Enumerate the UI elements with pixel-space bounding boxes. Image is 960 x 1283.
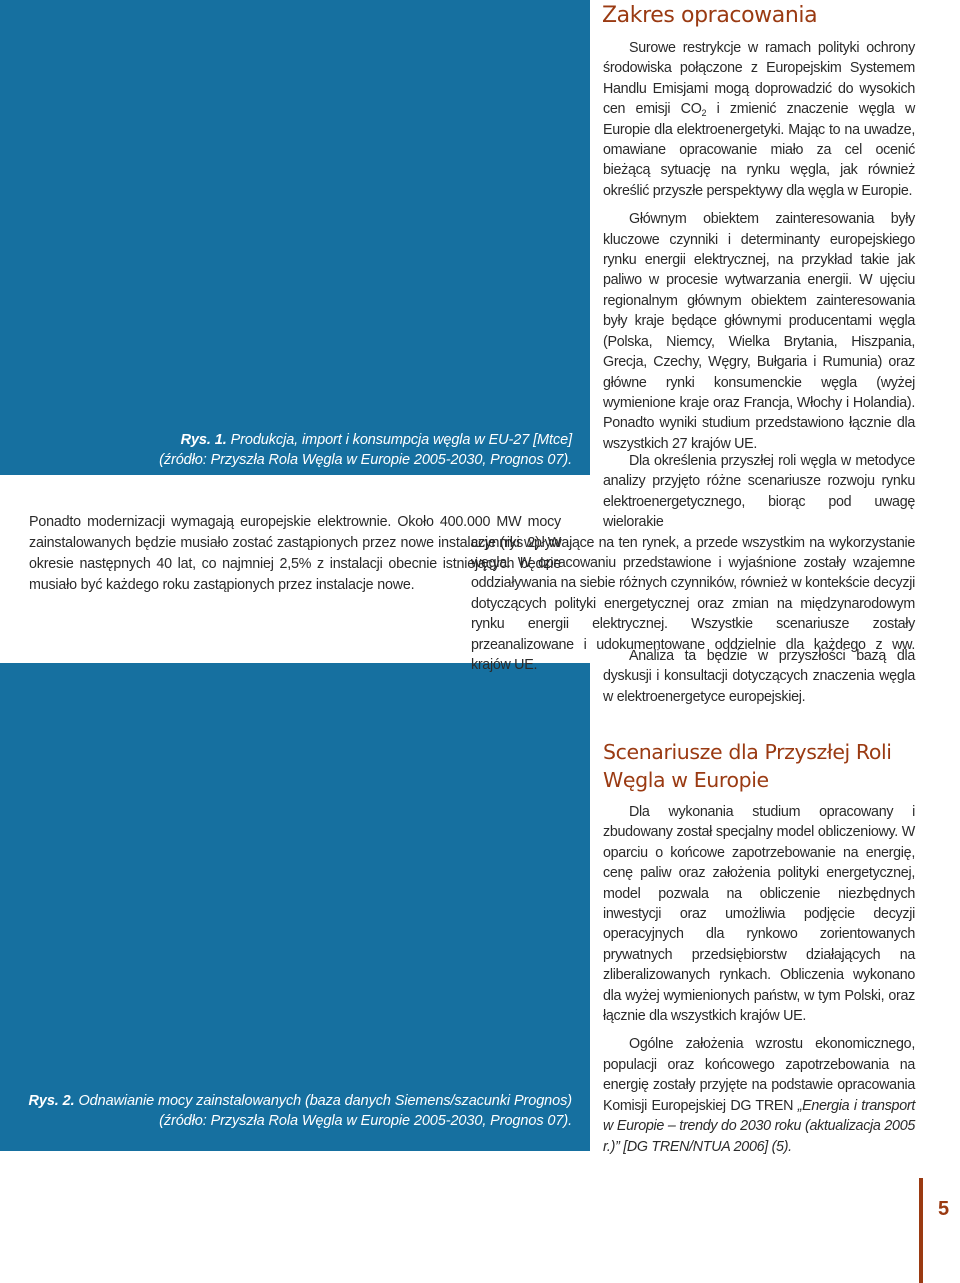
page-number-rule: [919, 1178, 923, 1283]
figure-1-panel: [0, 0, 590, 475]
scope-column: [603, 38, 915, 454]
figure-2-caption-line1: Odnawianie mocy zainstalowanych (baza danych Siemens/szacunki Prognos): [78, 1093, 572, 1109]
figure-2-panel: [0, 663, 590, 1151]
figure-1-caption-line2: (źródło: Przyszła Rola Węgla w Europie 2005-2030, Prognos 07).: [159, 452, 572, 468]
left-paragraph: Ponadto modernizacji wymagają europejskie elektrownie. Około 400.000 MW mocy zainstalowanych będzie musiało zostać zastąpionych przez nowe instalacje (rys 2). W okresie następnych 40 lat, co najmniej 2,5% z instalacji obecnie istniejących będzie musiało być każdego roku zastąpionych przez instalacje nowe.: [29, 514, 561, 593]
page-number: 5: [938, 1198, 950, 1220]
scope-paragraph-1: [603, 38, 915, 201]
scope-p1-text-cont: i zmienić znaczenie węgla w Europie dla elektroenergetyki. Mając to na uwadze, omawiane opracowanie miało za cel ocenić bieżącą sytuację na rynku węgla, jak również określić przyszłe perspektywy dla węgla w Europie.: [603, 101, 915, 199]
section-heading-scope: Zakres opracowania: [602, 3, 818, 28]
section-heading-scenarios: Scenariusze dla Przyszłej Roli Węgla w Europie: [603, 740, 892, 792]
scenarios-column: [603, 802, 915, 1157]
figure-2-number: Rys. 2.: [28, 1093, 75, 1109]
figure-1-caption-line1: Produkcja, import i konsumpcja węgla w EU-27 [Mtce]: [230, 432, 572, 448]
figure-2-caption: [28, 1091, 572, 1131]
figure-1-number: Rys. 1.: [180, 432, 227, 448]
scope-paragraph-3: [471, 451, 915, 675]
scenarios-p2-text: Ogólne założenia wzrostu ekonomicznego, populacji oraz końcowego zapotrzebowania na energię zostały przyjęte na podstawie opracowania Komisji Europejskiej DG TREN: [603, 1036, 915, 1114]
scope-paragraph-4: Analiza ta będzie w przyszłości bazą dla dyskusji i konsultacji dotyczących znaczenia węgla w elektroenergetyce europejskiej.: [603, 648, 915, 705]
co2-subscript: 2: [701, 108, 707, 119]
scope-p3-rest: czynniki wpływające na ten rynek, a przede wszystkim na wykorzystanie węgla. W opracowaniu przedstawione i wyjaśnione zostały wzajemne oddziaływania na siebie różnych czynników, również w kontekście decyzji dotyczących polityki energetycznej oraz zmian na międzynarodowym rynku energii elektrycznej. Wszystkie scenariusze zostały przeanalizowane i udokumentowane oddzielnie dla każdego z ww. krajów UE.: [471, 534, 915, 674]
scope-p3-lead: Dla określenia przyszłej roli węgla w metodyce analizy przyjęto różne scenariusze rozwoju rynku elektroenergetycznego, biorąc pod uwagę wielorakie: [603, 453, 915, 531]
scope-paragraph-2: Głównym obiektem zainteresowania były kluczowe czynniki i determinanty europejskiego rynku energii elektrycznej, na przykład takie jak paliwo w procesie wytwarzania energii. W ujęciu regionalnym głównym obiektem zainteresowania były kraje będące głównymi producentami węgla (Polska, Niemcy, Wielka Brytania, Hiszpania, Grecja, Czechy, Węgry, Bułgaria i Rumunia) oraz główne rynki konsumenckie węgla (wyżej wymienione kraje oraz Francja, Włochy i Holandia). Ponadto wyniki studium przedstawiono łącznie dla wszystkich 27 krajów UE.: [603, 211, 915, 452]
scope-analysis-block: [603, 646, 915, 707]
scenarios-p2-citation: „Energia i transport w Europie – trendy do 2030 roku (aktualizacja 2005 r.)” [DG TREN/NTUA 2006] (5).: [603, 1097, 915, 1155]
scenarios-paragraph-1: Dla wykonania studium opracowany i zbudowany został specjalny model obliczeniowy. W oparciu o końcowe zapotrzebowanie na energię, cenę paliw oraz założenia polityki energetycznej, model pozwala na obliczenie niezbędnych inwestycji oraz umożliwia podjęcie decyzji operacyjnych dla rynkowo zorientowanych prywatnych przedsiębiorstw działających na zliberalizowanych rynkach. Obliczenia wykonano dla wyżej wymienionych państw, w tym Polski, oraz łącznie dla wszystkich krajów UE.: [603, 804, 915, 1025]
scope-p1-text: Surowe restrykcje w ramach polityki ochrony środowiska połączone z Europejskim Systemem Handlu Emisjami mogą doprowadzić do wysokich cen emisji CO: [603, 40, 915, 118]
figure-2-caption-line2: (źródło: Przyszła Rola Węgla w Europie 2005-2030, Prognos 07).: [159, 1113, 572, 1129]
scenarios-paragraph-2: [603, 1034, 915, 1156]
